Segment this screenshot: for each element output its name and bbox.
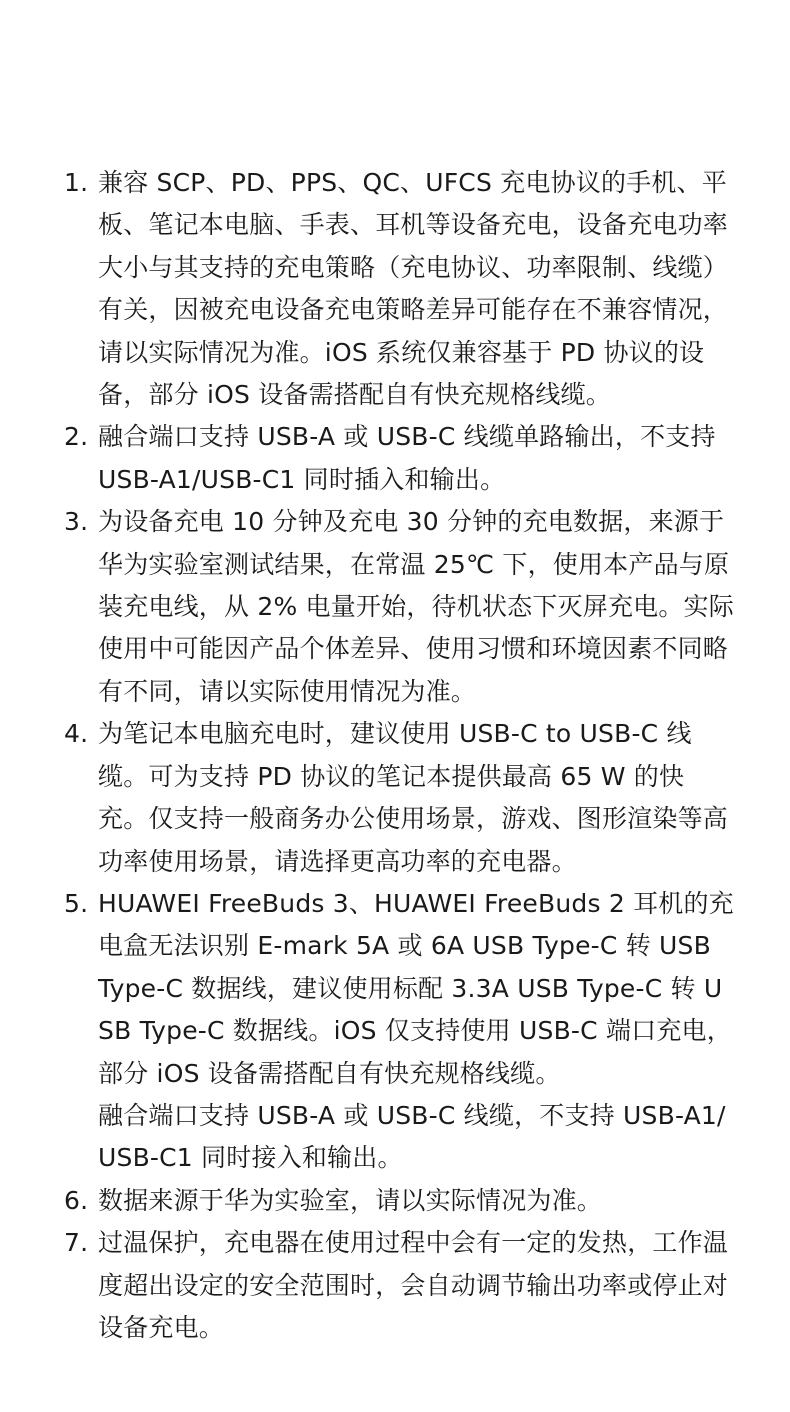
note-body [98,713,734,883]
note-body [98,416,734,501]
note-item-4 [64,713,734,883]
notes-list [64,162,734,1349]
note-text: HUAWEI FreeBuds 3、HUAWEI FreeBuds 2 耳机的充电盒无法识别 E-mark 5A 或 6A USB Type-C 转 USB Type-C 数据线，建议使用标配 3.3A USB Type-C 转 USB Type-C 数据线。iOS 仅支持使用 USB-C 端口充电，部分 iOS 设备需搭配自有快充规格线缆。 [98,888,734,1088]
note-item-1 [64,162,734,416]
note-text: 为设备充电 10 分钟及充电 30 分钟的充电数据，来源于华为实验室测试结果，在常温 25℃ 下，使用本产品与原装充电线，从 2% 电量开始，待机状态下灭屏充电。实际使用中可能因产品个体差异、使用习惯和环境因素不同略有不同，请以实际使用情况为准。 [98,507,734,706]
note-text: 数据来源于华为实验室，请以实际情况为准。 [98,1185,603,1215]
note-number: 2. [64,422,89,452]
note-body [98,162,734,416]
note-item-7 [64,1222,734,1349]
note-text: 过温保护，充电器在使用过程中会有一定的发热，工作温度超出设定的安全范围时，会自动调节输出功率或停止对设备充电。 [98,1228,729,1342]
note-item-2 [64,416,734,501]
note-number: 4. [64,719,89,749]
note-number: 3. [64,507,89,537]
note-body [98,883,734,1180]
note-body [98,501,734,713]
note-number: 5. [64,888,89,918]
note-number: 6. [64,1185,89,1215]
note-number: 7. [64,1228,89,1258]
note-body [98,1180,734,1222]
note-text: 为笔记本电脑充电时，建议使用 USB-C to USB-C 线缆。可为支持 PD 协议的笔记本提供最高 65 W 的快充。仅支持一般商务办公使用场景，游戏、图形渲染等高功率使用场景，请选择更高功率的充电器。 [98,719,729,876]
note-text: 兼容 SCP、PD、PPS、QC、UFCS 充电协议的手机、平板、笔记本电脑、手表、耳机等设备充电，设备充电功率大小与其支持的充电策略（充电协议、功率限制、线缆）有关，因被充电设备充电策略差异可能存在不兼容情况，请以实际情况为准。iOS 系统仅兼容基于 PD 协议的设备，部分 iOS 设备需搭配自有快充规格线缆。 [98,168,729,410]
note-item-6 [64,1180,734,1222]
note-text-extra: 融合端口支持 USB-A 或 USB-C 线缆，不支持 USB-A1/USB-C1 同时接入和输出。 [98,1100,726,1173]
note-number: 1. [64,168,89,197]
note-item-3 [64,501,734,713]
note-text: 融合端口支持 USB-A 或 USB-C 线缆单路输出，不支持 USB-A1/USB-C1 同时插入和输出。 [98,422,716,494]
note-body [98,1222,734,1349]
note-item-5 [64,883,734,1180]
